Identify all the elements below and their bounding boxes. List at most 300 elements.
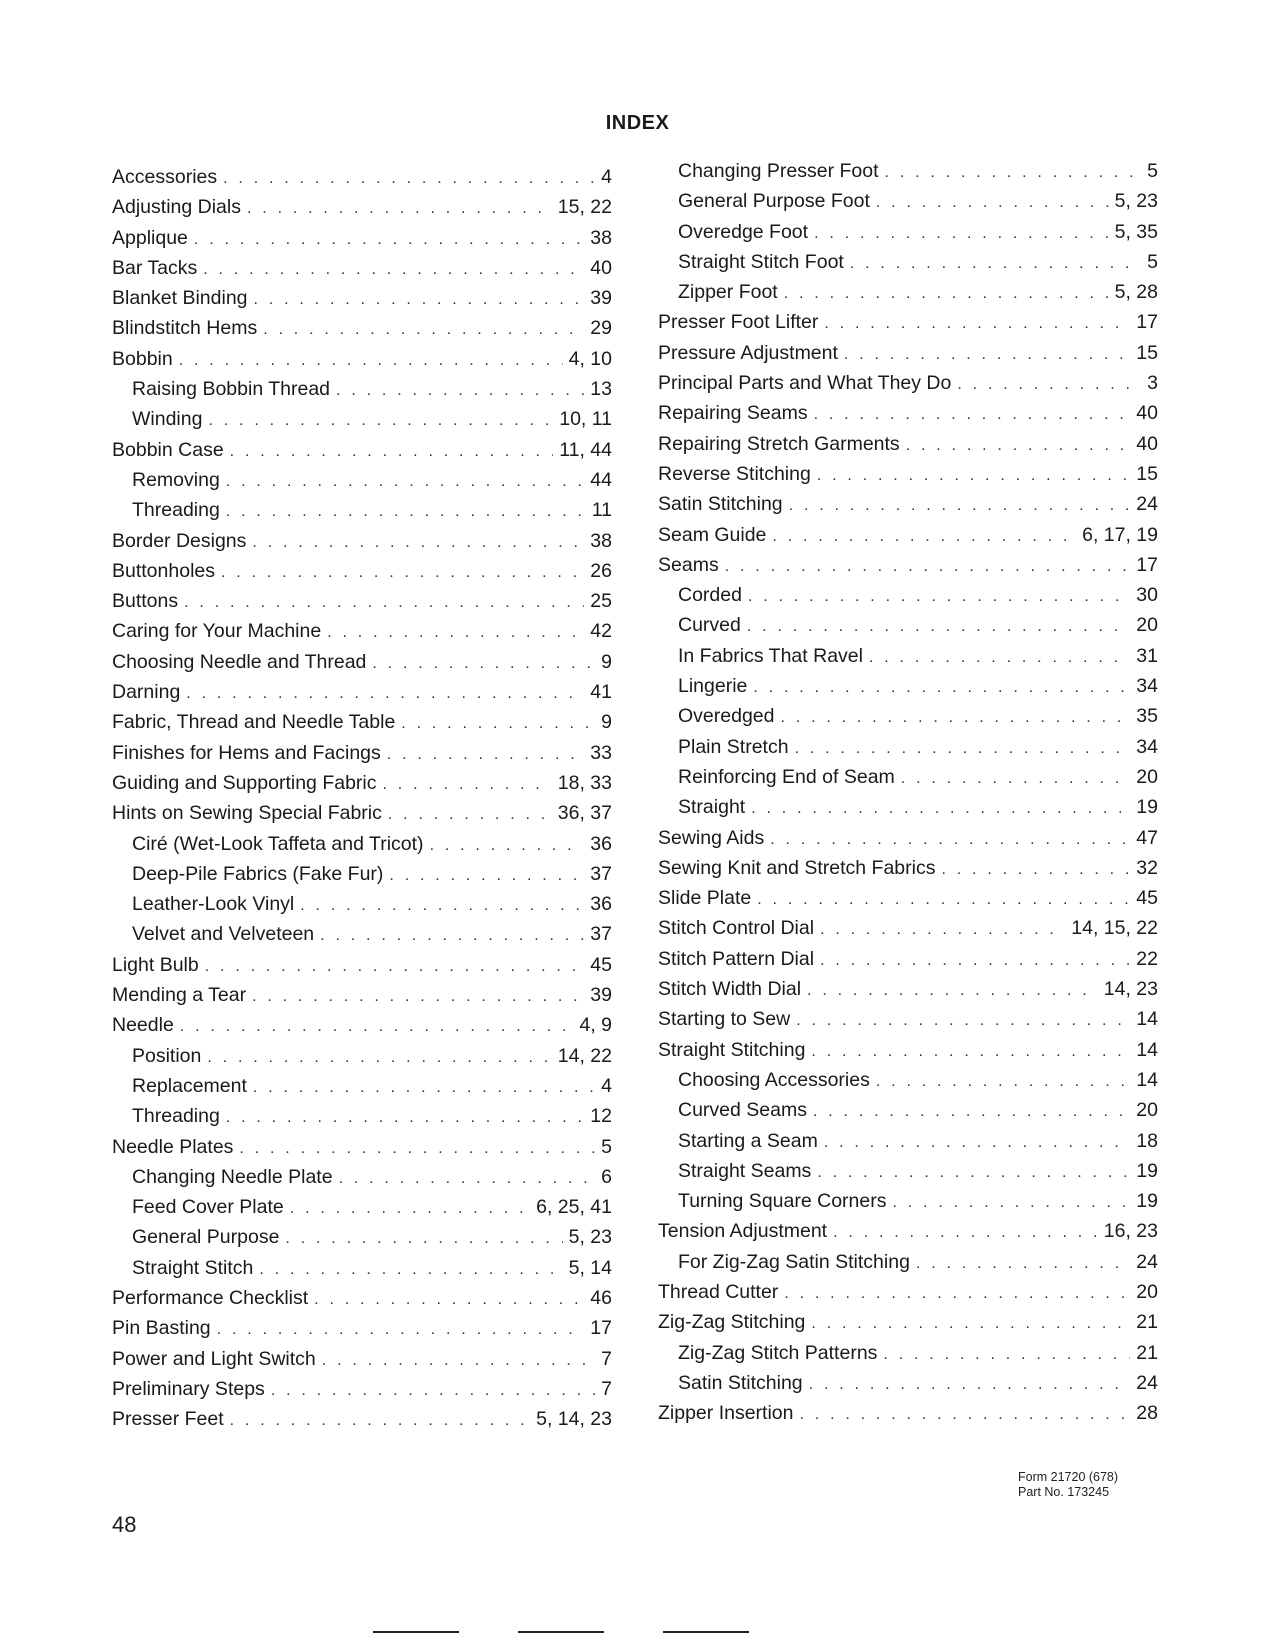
index-subentry bbox=[658, 1065, 1158, 1095]
part-number: Part No. 173245 bbox=[1018, 1485, 1110, 1499]
index-entry bbox=[658, 307, 1158, 337]
index-list-left bbox=[112, 162, 612, 1434]
entry-term: Straight Seams bbox=[678, 1159, 812, 1182]
dot-leader bbox=[772, 522, 1076, 552]
index-entry bbox=[658, 1216, 1158, 1246]
entry-pages: 29 bbox=[590, 317, 612, 340]
entry-term: Threading bbox=[132, 1105, 220, 1128]
entry-pages: 41 bbox=[590, 681, 612, 704]
entry-term: Velvet and Velveteen bbox=[132, 923, 315, 946]
index-subentry bbox=[658, 217, 1158, 247]
dot-leader bbox=[795, 734, 1131, 764]
entry-pages: 45 bbox=[590, 953, 612, 976]
entry-pages: 13 bbox=[590, 378, 612, 401]
dot-leader bbox=[770, 825, 1130, 855]
entry-pages: 6, 25, 41 bbox=[536, 1196, 612, 1219]
entry-pages: 3 bbox=[1147, 372, 1158, 395]
dot-leader bbox=[811, 1037, 1130, 1067]
dot-leader bbox=[230, 437, 554, 467]
dot-leader bbox=[789, 491, 1131, 521]
index-entry bbox=[112, 586, 612, 616]
dot-leader bbox=[753, 673, 1130, 703]
entry-term: Sewing Knit and Stretch Fabrics bbox=[658, 856, 936, 879]
dot-leader bbox=[184, 588, 584, 618]
dot-leader bbox=[223, 164, 595, 194]
footer-rule bbox=[518, 1631, 604, 1633]
dot-leader bbox=[259, 1255, 562, 1285]
entry-term: Presser Feet bbox=[112, 1408, 224, 1431]
entry-pages: 26 bbox=[590, 559, 612, 582]
index-entry bbox=[112, 223, 612, 253]
entry-pages: 42 bbox=[590, 620, 612, 643]
index-entry bbox=[112, 1404, 612, 1434]
index-subentry bbox=[658, 671, 1158, 701]
entry-pages: 20 bbox=[1136, 1099, 1158, 1122]
entry-term: Finishes for Hems and Facings bbox=[112, 741, 381, 764]
dot-leader bbox=[217, 1315, 585, 1345]
entry-term: Zipper Foot bbox=[678, 281, 778, 304]
entry-pages: 5, 14, 23 bbox=[536, 1408, 612, 1431]
index-subentry bbox=[112, 1222, 612, 1252]
index-subentry bbox=[112, 465, 612, 495]
dot-leader bbox=[254, 285, 585, 315]
entry-pages: 25 bbox=[590, 590, 612, 613]
entry-pages: 19 bbox=[1136, 1190, 1158, 1213]
entry-pages: 45 bbox=[1136, 887, 1158, 910]
index-subentry bbox=[658, 186, 1158, 216]
index-entry bbox=[112, 192, 612, 222]
dot-leader bbox=[253, 1073, 595, 1103]
entry-term: Slide Plate bbox=[658, 887, 752, 910]
dot-leader bbox=[194, 225, 584, 255]
entry-pages: 9 bbox=[601, 711, 612, 734]
index-subentry bbox=[658, 762, 1158, 792]
dot-leader bbox=[339, 1164, 596, 1194]
entry-pages: 31 bbox=[1136, 644, 1158, 667]
entry-term: Plain Stretch bbox=[678, 735, 789, 758]
entry-term: Curved Seams bbox=[678, 1099, 807, 1122]
dot-leader bbox=[300, 891, 584, 921]
entry-pages: 20 bbox=[1136, 614, 1158, 637]
dot-leader bbox=[824, 1128, 1130, 1158]
entry-pages: 30 bbox=[1136, 584, 1158, 607]
dot-leader bbox=[221, 558, 584, 588]
entry-pages: 47 bbox=[1136, 826, 1158, 849]
entry-pages: 17 bbox=[1136, 553, 1158, 576]
entry-term: Guiding and Supporting Fabric bbox=[112, 771, 377, 794]
entry-pages: 4, 9 bbox=[579, 1014, 612, 1037]
entry-pages: 6, 17, 19 bbox=[1082, 523, 1158, 546]
entry-term: Fabric, Thread and Needle Table bbox=[112, 711, 396, 734]
entry-pages: 40 bbox=[590, 256, 612, 279]
index-subentry bbox=[658, 1247, 1158, 1277]
entry-term: Leather-Look Vinyl bbox=[132, 893, 295, 916]
index-subentry bbox=[658, 1156, 1158, 1186]
index-subentry bbox=[658, 792, 1158, 822]
entry-term: Tension Adjustment bbox=[658, 1220, 828, 1243]
dot-leader bbox=[751, 794, 1130, 824]
dot-leader bbox=[401, 709, 595, 739]
entry-pages: 33 bbox=[590, 741, 612, 764]
entry-term: Reverse Stitching bbox=[658, 462, 811, 485]
index-entry bbox=[658, 1307, 1158, 1337]
entry-pages: 21 bbox=[1136, 1311, 1158, 1334]
entry-pages: 46 bbox=[590, 1286, 612, 1309]
entry-pages: 14 bbox=[1136, 1068, 1158, 1091]
index-subentry bbox=[112, 919, 612, 949]
index-entry bbox=[658, 883, 1158, 913]
dot-leader bbox=[207, 1043, 551, 1073]
entry-term: Seam Guide bbox=[658, 523, 767, 546]
entry-pages: 22 bbox=[1136, 947, 1158, 970]
index-entry bbox=[658, 1277, 1158, 1307]
entry-term: Removing bbox=[132, 468, 220, 491]
entry-term: Hints on Sewing Special Fabric bbox=[112, 802, 382, 825]
entry-term: Overedge Foot bbox=[678, 220, 809, 243]
entry-term: Changing Presser Foot bbox=[678, 160, 879, 182]
entry-term: Bobbin Case bbox=[112, 438, 224, 461]
index-title: INDEX bbox=[605, 112, 670, 134]
dot-leader bbox=[784, 279, 1109, 309]
entry-pages: 38 bbox=[590, 226, 612, 249]
index-subentry bbox=[658, 1186, 1158, 1216]
index-column-right bbox=[658, 162, 1158, 1434]
index-subentry bbox=[112, 1253, 612, 1283]
index-entry bbox=[112, 738, 612, 768]
dot-leader bbox=[179, 346, 563, 376]
entry-pages: 32 bbox=[1136, 856, 1158, 879]
entry-term: Seams bbox=[658, 553, 719, 576]
index-entry bbox=[112, 798, 612, 828]
index-entry bbox=[658, 398, 1158, 428]
entry-pages: 19 bbox=[1136, 796, 1158, 819]
form-number: Form 21720 (678) bbox=[1018, 1470, 1119, 1484]
index-entry bbox=[658, 429, 1158, 459]
entry-term: Straight Stitching bbox=[658, 1038, 806, 1061]
index-entry bbox=[112, 556, 612, 586]
dot-leader bbox=[820, 946, 1130, 976]
entry-pages: 24 bbox=[1136, 493, 1158, 516]
dot-leader bbox=[811, 1309, 1130, 1339]
dot-leader bbox=[876, 1067, 1130, 1097]
entry-term: Winding bbox=[132, 408, 203, 431]
index-entry bbox=[112, 344, 612, 374]
index-entry bbox=[112, 980, 612, 1010]
entry-pages: 37 bbox=[590, 862, 612, 885]
index-subentry bbox=[658, 732, 1158, 762]
index-subentry bbox=[658, 1368, 1158, 1398]
entry-term: Repairing Stretch Garments bbox=[658, 432, 900, 455]
entry-term: Bar Tacks bbox=[112, 256, 198, 279]
dot-leader bbox=[796, 1006, 1130, 1036]
dot-leader bbox=[817, 461, 1130, 491]
dot-leader bbox=[844, 340, 1130, 370]
entry-pages: 7 bbox=[601, 1377, 612, 1400]
entry-term: Caring for Your Machine bbox=[112, 620, 322, 643]
index-subentry bbox=[112, 1101, 612, 1131]
entry-term: Choosing Accessories bbox=[678, 1068, 870, 1091]
dot-leader bbox=[869, 643, 1130, 673]
entry-term: Thread Cutter bbox=[658, 1280, 779, 1303]
entry-term: Choosing Needle and Thread bbox=[112, 650, 367, 673]
dot-leader bbox=[748, 582, 1130, 612]
entry-term: Applique bbox=[112, 226, 188, 249]
entry-pages: 38 bbox=[590, 529, 612, 552]
entry-term: For Zig-Zag Satin Stitching bbox=[678, 1250, 910, 1273]
entry-term: Buttons bbox=[112, 590, 179, 613]
entry-term: Needle bbox=[112, 1014, 174, 1037]
dot-leader bbox=[824, 309, 1130, 339]
entry-term: Light Bulb bbox=[112, 953, 199, 976]
entry-pages: 24 bbox=[1136, 1250, 1158, 1273]
dot-leader bbox=[226, 497, 586, 527]
index-entry bbox=[112, 1283, 612, 1313]
dot-leader bbox=[430, 831, 585, 861]
entry-term: Straight Stitch Foot bbox=[678, 250, 844, 273]
entry-term: Stitch Width Dial bbox=[658, 978, 802, 1001]
entry-term: Ciré (Wet-Look Taffeta and Tricot) bbox=[132, 832, 424, 855]
dot-leader bbox=[203, 255, 584, 285]
entry-pages: 5, 23 bbox=[568, 1226, 612, 1249]
dot-leader bbox=[809, 1370, 1131, 1400]
entry-pages: 14, 23 bbox=[1103, 978, 1158, 1001]
dot-leader bbox=[850, 249, 1141, 279]
index-subentry bbox=[112, 1071, 612, 1101]
dot-leader bbox=[226, 1103, 584, 1133]
entry-pages: 21 bbox=[1136, 1341, 1158, 1364]
entry-term: General Purpose bbox=[132, 1226, 280, 1249]
entry-term: In Fabrics That Ravel bbox=[678, 644, 863, 667]
index-subentry bbox=[658, 580, 1158, 610]
dot-leader bbox=[807, 976, 1098, 1006]
entry-term: Blanket Binding bbox=[112, 287, 248, 310]
entry-pages: 12 bbox=[590, 1105, 612, 1128]
dot-leader bbox=[817, 1158, 1130, 1188]
entry-pages: 5, 28 bbox=[1114, 281, 1158, 304]
dot-leader bbox=[892, 1188, 1130, 1218]
index-subentry bbox=[658, 277, 1158, 307]
dot-leader bbox=[747, 612, 1130, 642]
index-entry bbox=[658, 338, 1158, 368]
entry-pages: 36 bbox=[590, 832, 612, 855]
entry-term: Feed Cover Plate bbox=[132, 1196, 284, 1219]
entry-pages: 5, 14 bbox=[568, 1256, 612, 1279]
index-subentry bbox=[658, 701, 1158, 731]
dot-leader bbox=[327, 618, 584, 648]
entry-term: Satin Stitching bbox=[658, 493, 783, 516]
entry-term: Blindstitch Hems bbox=[112, 317, 258, 340]
entry-term: Turning Square Corners bbox=[678, 1190, 887, 1213]
entry-pages: 14 bbox=[1136, 1008, 1158, 1031]
dot-leader bbox=[322, 1346, 595, 1376]
index-entry bbox=[658, 913, 1158, 943]
entry-pages: 37 bbox=[590, 923, 612, 946]
entry-term: Bobbin bbox=[112, 347, 173, 370]
entry-pages: 15, 22 bbox=[557, 196, 612, 219]
index-subentry bbox=[112, 404, 612, 434]
entry-term: Corded bbox=[678, 584, 742, 607]
dot-leader bbox=[208, 406, 553, 436]
index-entry bbox=[112, 768, 612, 798]
dot-leader bbox=[252, 528, 584, 558]
index-entry bbox=[112, 1132, 612, 1162]
entry-term: Threading bbox=[132, 499, 220, 522]
entry-pages: 34 bbox=[1136, 675, 1158, 698]
entry-pages: 36 bbox=[590, 893, 612, 916]
dot-leader bbox=[226, 467, 585, 497]
dot-leader bbox=[876, 188, 1109, 218]
index-subentry bbox=[112, 1192, 612, 1222]
entry-pages: 28 bbox=[1136, 1402, 1158, 1425]
dot-leader bbox=[383, 770, 552, 800]
dot-leader bbox=[230, 1406, 530, 1436]
entry-term: Curved bbox=[678, 614, 741, 637]
entry-pages: 20 bbox=[1136, 765, 1158, 788]
entry-term: Replacement bbox=[132, 1074, 247, 1097]
entry-term: Position bbox=[132, 1044, 202, 1067]
entry-pages: 4 bbox=[601, 166, 612, 188]
index-entry bbox=[658, 853, 1158, 883]
entry-pages: 9 bbox=[601, 650, 612, 673]
entry-term: Starting to Sew bbox=[658, 1008, 791, 1031]
entry-pages: 5 bbox=[1147, 160, 1158, 182]
entry-term: Stitch Control Dial bbox=[658, 917, 815, 940]
dot-leader bbox=[252, 982, 584, 1012]
dot-leader bbox=[372, 649, 595, 679]
entry-term: Repairing Seams bbox=[658, 402, 808, 425]
dot-leader bbox=[883, 1340, 1130, 1370]
entry-term: Starting a Seam bbox=[678, 1129, 818, 1152]
footer-rule bbox=[373, 1631, 459, 1633]
dot-leader bbox=[387, 740, 585, 770]
dot-leader bbox=[285, 1224, 562, 1254]
footer-rule bbox=[663, 1631, 749, 1633]
entry-term: Overedged bbox=[678, 705, 775, 728]
index-entry bbox=[112, 313, 612, 343]
dot-leader bbox=[813, 1097, 1130, 1127]
index-entry bbox=[112, 526, 612, 556]
entry-pages: 15 bbox=[1136, 341, 1158, 364]
index-list-right bbox=[658, 156, 1158, 1428]
entry-pages: 5 bbox=[601, 1135, 612, 1158]
index-entry bbox=[658, 1004, 1158, 1034]
entry-term: Presser Foot Lifter bbox=[658, 311, 819, 334]
entry-pages: 10, 11 bbox=[559, 408, 612, 431]
index-subentry bbox=[658, 1338, 1158, 1368]
index-subentry bbox=[658, 1095, 1158, 1125]
dot-leader bbox=[389, 861, 584, 891]
dot-leader bbox=[320, 921, 584, 951]
entry-term: Deep-Pile Fabrics (Fake Fur) bbox=[132, 862, 384, 885]
entry-pages: 4, 10 bbox=[568, 347, 612, 370]
dot-leader bbox=[205, 952, 585, 982]
entry-pages: 16, 23 bbox=[1103, 1220, 1158, 1243]
index-subentry bbox=[112, 1162, 612, 1192]
entry-term: Accessories bbox=[112, 166, 218, 188]
entry-pages: 15 bbox=[1136, 462, 1158, 485]
entry-pages: 5 bbox=[1147, 250, 1158, 273]
dot-leader bbox=[820, 915, 1065, 945]
entry-pages: 36, 37 bbox=[557, 802, 612, 825]
entry-term: Preliminary Steps bbox=[112, 1377, 265, 1400]
index-entry bbox=[658, 974, 1158, 1004]
entry-pages: 34 bbox=[1136, 735, 1158, 758]
dot-leader bbox=[336, 376, 584, 406]
entry-term: Lingerie bbox=[678, 675, 748, 698]
index-entry bbox=[112, 1010, 612, 1040]
entry-pages: 39 bbox=[590, 287, 612, 310]
entry-pages: 14, 15, 22 bbox=[1071, 917, 1158, 940]
entry-pages: 18, 33 bbox=[557, 771, 612, 794]
entry-pages: 17 bbox=[590, 1317, 612, 1340]
index-entry bbox=[112, 1313, 612, 1343]
dot-leader bbox=[780, 703, 1130, 733]
entry-term: Border Designs bbox=[112, 529, 247, 552]
entry-term: General Purpose Foot bbox=[678, 190, 870, 213]
dot-leader bbox=[906, 431, 1131, 461]
entry-pages: 14, 22 bbox=[557, 1044, 612, 1067]
entry-term: Adjusting Dials bbox=[112, 196, 241, 219]
index-entry bbox=[112, 647, 612, 677]
entry-term: Principal Parts and What They Do bbox=[658, 372, 952, 395]
entry-pages: 11, 44 bbox=[559, 438, 612, 461]
index-entry bbox=[658, 459, 1158, 489]
index-entry bbox=[112, 283, 612, 313]
entry-pages: 18 bbox=[1136, 1129, 1158, 1152]
index-subentry bbox=[658, 156, 1158, 186]
index-entry bbox=[112, 1374, 612, 1404]
dot-leader bbox=[314, 1285, 584, 1315]
dot-leader bbox=[271, 1376, 595, 1406]
dot-leader bbox=[239, 1134, 595, 1164]
dot-leader bbox=[941, 855, 1130, 885]
entry-pages: 24 bbox=[1136, 1371, 1158, 1394]
entry-term: Straight Stitch bbox=[132, 1256, 254, 1279]
dot-leader bbox=[814, 219, 1109, 249]
entry-term: Pin Basting bbox=[112, 1317, 211, 1340]
dot-leader bbox=[833, 1218, 1098, 1248]
dot-leader bbox=[957, 370, 1141, 400]
index-subentry bbox=[112, 859, 612, 889]
form-info bbox=[1018, 1470, 1118, 1500]
dot-leader bbox=[784, 1279, 1130, 1309]
index-subentry bbox=[112, 889, 612, 919]
index-entry bbox=[112, 616, 612, 646]
entry-term: Raising Bobbin Thread bbox=[132, 378, 331, 401]
entry-pages: 44 bbox=[590, 468, 612, 491]
entry-term: Reinforcing End of Seam bbox=[678, 765, 895, 788]
entry-pages: 40 bbox=[1136, 432, 1158, 455]
dot-leader bbox=[290, 1194, 530, 1224]
entry-pages: 14 bbox=[1136, 1038, 1158, 1061]
entry-pages: 5, 23 bbox=[1114, 190, 1158, 213]
index-entry bbox=[658, 368, 1158, 398]
index-entry bbox=[112, 435, 612, 465]
index-subentry bbox=[112, 495, 612, 525]
dot-leader bbox=[757, 885, 1130, 915]
dot-leader bbox=[247, 194, 552, 224]
dot-leader bbox=[885, 158, 1142, 188]
entry-term: Darning bbox=[112, 681, 181, 704]
entry-term: Sewing Aids bbox=[658, 826, 765, 849]
index-subentry bbox=[112, 374, 612, 404]
dot-leader bbox=[799, 1400, 1130, 1430]
index-entry bbox=[658, 550, 1158, 580]
entry-pages: 40 bbox=[1136, 402, 1158, 425]
index-entry bbox=[658, 1398, 1158, 1428]
entry-term: Power and Light Switch bbox=[112, 1347, 316, 1370]
entry-pages: 19 bbox=[1136, 1159, 1158, 1182]
